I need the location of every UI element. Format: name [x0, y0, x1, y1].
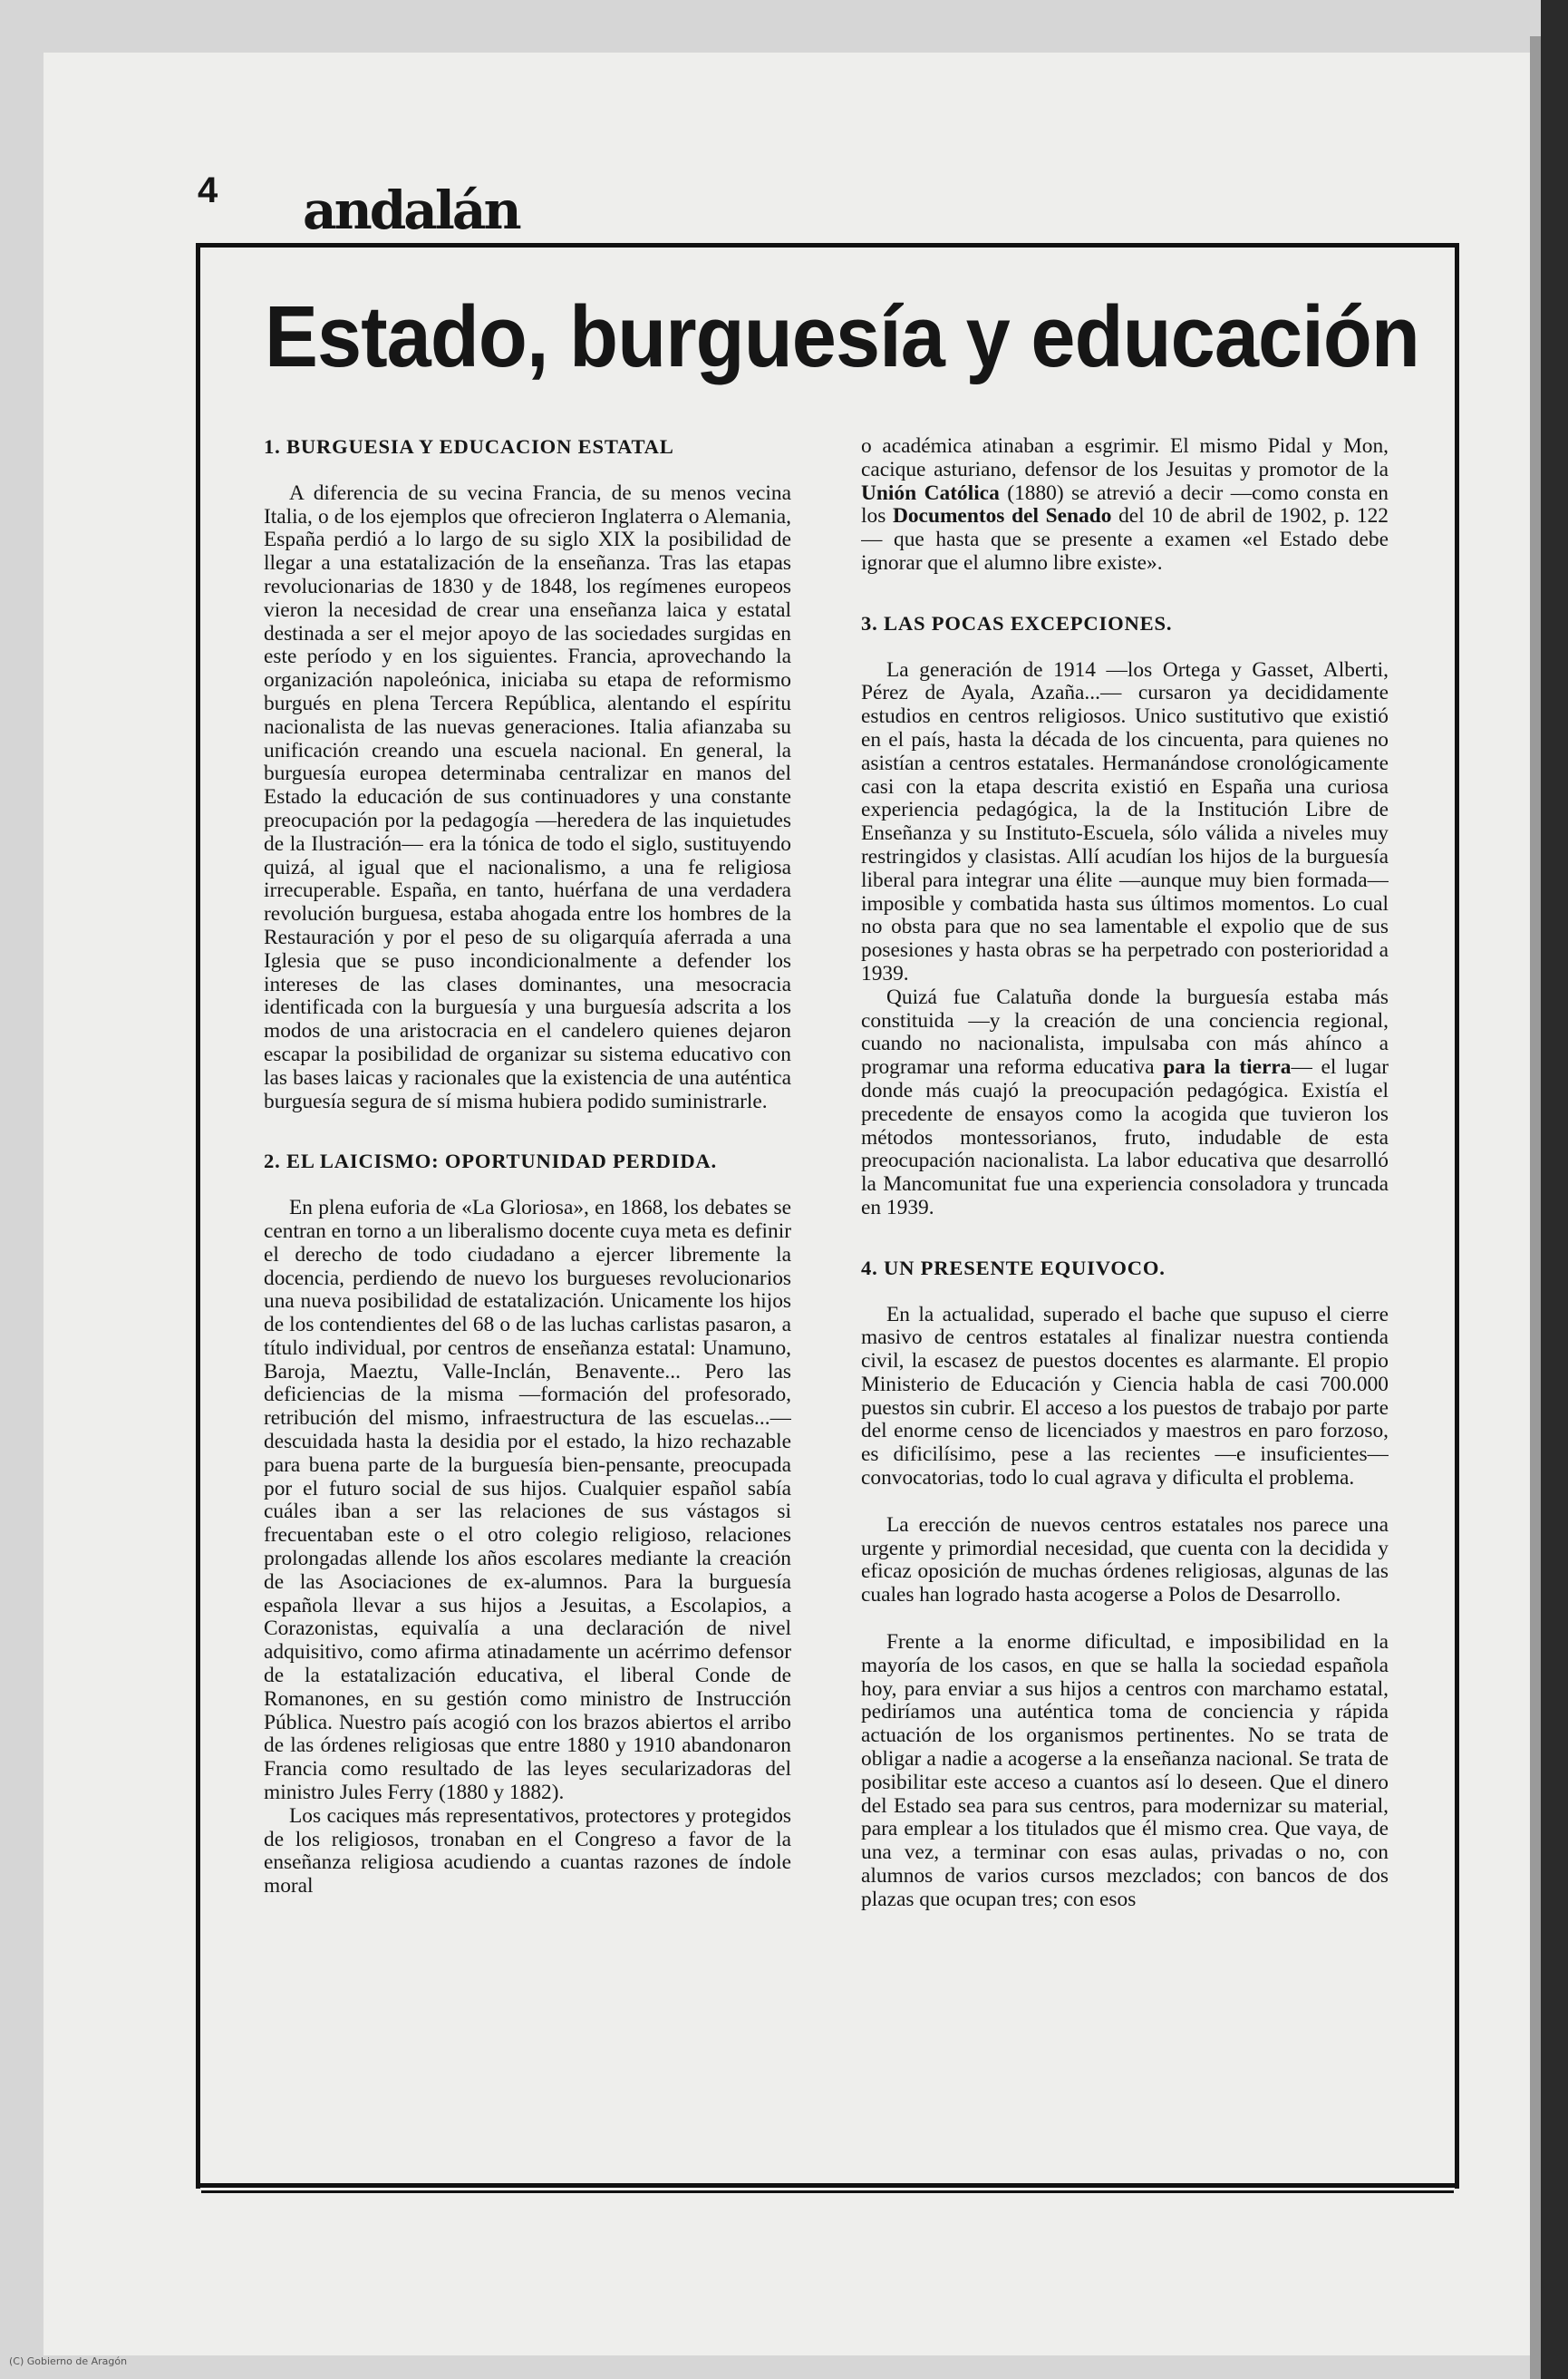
section-3-paragraph-2	[861, 986, 1389, 1220]
masthead-logo: andalán	[303, 180, 519, 241]
page-number: 4	[198, 170, 218, 210]
copyright-credit: (C) Gobierno de Aragón	[9, 2355, 128, 2367]
section-4-title: 4. UN PRESENTE EQUIVOCO.	[861, 1256, 1166, 1279]
bottom-rule	[196, 2183, 1459, 2188]
section-4-paragraph-3: Frente a la enorme dificultad, e imposibilidad en la mayoría de los casos, en que se halla la sociedad española hoy, para enviar a sus hijos a centros con marchamo estatal, pediríamos una auténtica toma de conciencia y rápida actuación de los organismos pertinentes. No se trata de obligar a nadie a acogerse a la enseñanza nacional. Se trata de posibilitar este acceso a cuantos así lo deseen. Que el dinero del Estado sea para sus centros, para modernizar su material, para emplear a los titulados que él mismo crea. Que vaya, de una vez, a terminar con esas aulas, privadas o no, con alumnos de varios cursos mezclados; con bancos de dos plazas que ocupan tres; con esos	[861, 1630, 1389, 1911]
section-3-text-b: — el lugar donde más cuajó la preocupación pedagógica. Existía el precedente de ensayos como la acogida que tuvieron los métodos montessorianos, fruto, indudable de esta preocupación nacionalista. La labor educativa que desarrolló la Mancomunitat fue una experiencia consoladora y truncada en 1939.	[861, 1055, 1389, 1219]
section-3-text-a: Quizá fue Calatuña donde la burguesía estaba más constituida —y la creación de una conciencia regional, cuando no nacionalista, impulsaba con más ahínco a programar una reforma educativa	[861, 985, 1389, 1080]
right-column	[861, 435, 1389, 2158]
section-1-title: 1. BURGUESIA Y EDUCACION ESTATAL	[264, 435, 674, 458]
para-la-tierra: para la tierra	[1163, 1055, 1292, 1080]
continuation-paragraph	[861, 435, 1389, 576]
documentos-senado: Documentos del Senado	[892, 504, 1112, 529]
section-3-paragraph-1: La generación de 1914 —los Ortega y Gasset, Alberti, Pérez de Ayala, Azaña...— cursaron ya decididamente estudios en centros religiosos. Unico sustitutivo que existió en el país, hasta la década de los cincuenta, para quienes no asistían a centros estatales. Hermanándose cronológicamente casi con la etapa descrita existió en España una curiosa experiencia pedagógica, la de la Institución Libre de Enseñanza y su Instituto-Escuela, sólo válida a niveles muy restringidos y clasistas. Allí acudían los hijos de la burguesía liberal para integrar una élite —aunque muy bien formada— imposible y combatida hasta sus últimos momentos. Lo cual no obsta para que no sea lamentable el expolio que de sus posesiones y hasta obras se ha perpetrado con posterioridad a 1939.	[861, 657, 1389, 986]
continuation-text-b: (1880) se atrevió a decir —como consta en los	[861, 481, 1389, 529]
section-3-title: 3. LAS POCAS EXCEPCIONES.	[861, 611, 1173, 635]
section-1-paragraph: A diferencia de su vecina Francia, de su menos vecina Italia, o de los ejemplos que ofrecieron Inglaterra o Alemania, España perdió a lo largo de su siglo XIX la posibilidad de llegar a una estatalización de la enseñanza. Tras las etapas revolucionarias de 1830 y de 1848, los regímenes europeos vieron la necesidad de crear una enseñanza laica y estatal destinada a ser el mejor apoyo de las sociedades surgidas en este período y en los siguientes. Francia, aprovechando la organización napoleónica, iniciaba su etapa de reformismo burgués en plena Tercera República, alentando el espíritu nacionalista de las nuevas generaciones. Italia afianzaba su unificación creando una escuela nacional. En general, la burguesía europea determinaba centralizar en manos del Estado la educación de sus continuadores y una constante preocupación por la pedagogía —heredera de las inquietudes de la Ilustración— era la tónica de todo el siglo, sustituyendo quizá, al igual que el nacionalismo, a una fe religiosa irrecuperable. España, en tanto, huérfana de una verdadera revolución burguesa, estaba ahogada entre los hombres de la Restauración y por el peso de su oligarquía aferrada a una Iglesia que se puso incondicionalmente a defender los intereses de las clases dominantes, una mesocracia identificada con la burguesía y una burguesía adscrita a los modos de una aristocracia en el candelero quienes dejaron escapar la posibilidad de organizar su sistema educativo con las bases laicas y racionales que la existencia de una auténtica burguesía segura de sí misma hubiera podido suministrarle.	[264, 481, 791, 1113]
bottom-rule-thin	[201, 2190, 1454, 2193]
section-4-paragraph-2: La erección de nuevos centros estatales nos parece una urgente y primordial necesidad, que cuenta con la decidida y eficaz oposición de muchas órdenes religiosas, algunas de las cuales han logrado hasta acogerse a Polos de Desarrollo.	[861, 1512, 1389, 1607]
article-headline: Estado, burguesía y educación	[265, 288, 1419, 385]
top-rule	[547, 243, 1459, 248]
continuation-text-c: del 10 de abril de 1902, p. 122— que hasta que se presente a examen «el Estado debe ignorar que el alumno libre existe».	[861, 504, 1389, 575]
section-4-paragraph-1: En la actualidad, superado el bache que supuso el cierre masivo de centros estatales al finalizar nuestra contienda civil, la escasez de puestos docentes es alarmante. El propio Ministerio de Educación y Ciencia habla de casi 700.000 puestos sin cubrir. El acceso a los puestos de trabajo por parte del enorme censo de licenciados y maestros en paro forzoso, es dificilísimo, pese a las recientes —e insuficientes— convocatorias, todo lo cual agrava y dificulta el problema.	[861, 1302, 1389, 1491]
left-column	[264, 435, 791, 2158]
union-catolica: Unión Católica	[861, 481, 1000, 505]
continuation-text-a: o académica atinaban a esgrimir. El mismo Pidal y Mon, cacique asturiano, defensor de los Jesuitas y promotor de la	[861, 435, 1389, 481]
section-2-title: 2. EL LAICISMO: OPORTUNIDAD PERDIDA.	[264, 1150, 718, 1173]
section-2-paragraph-1: En plena euforia de «La Gloriosa», en 1868, los debates se centran en torno a un liberalismo docente cuya meta es definir el derecho de todo ciudadano a ejercer libremente la docencia, perdiendo de nuevo los burgueses revolucionarios una nueva posibilidad de estatalización. Unicamente los hijos de los contendientes del 68 o de las luchas carlistas pasaron, a título individual, por centros de enseñanza estatal: Unamuno, Baroja, Maeztu, Valle-Inclán, Benavente... Pero las deficiencias de la misma —formación del profesorado, retribución del mismo, infraestructura de las escuelas...— descuidada hasta la desidia por el estado, la hizo rechazable para buena parte de la burguesía bien-pensante, preocupada por el futuro social de sus hijos. Cualquier español sabía cuáles iban a ser las relaciones de sus vástagos si frecuentaban este o el otro colegio religioso, relaciones prolongadas allende los años escolares mediante la creación de las Asociaciones de ex-alumnos. Para la burguesía española llevar a sus hijos a Jesuitas, a Escolapios, a Corazonistas, equivalía a una declaración de nivel adquisitivo, como afirma atinadamente un acérrimo defensor de la estatalización educativa, el liberal Conde de Romanones, en su gestión como ministro de Instrucción Pública. Nuestro país acogió con los brazos abiertos el arribo de las órdenes religiosas que entre 1880 y 1910 abandonaron Francia como resultado de las leyes secularizadoras del ministro Jules Ferry (1880 y 1882).	[264, 1196, 791, 1805]
scan-border	[1541, 0, 1568, 2379]
section-2-paragraph-2: Los caciques más representativos, protectores y protegidos de los religiosos, tronaban en el Congreso a favor de la enseñanza religiosa acudiendo a cuantas razones de índole moral	[264, 1803, 791, 1898]
